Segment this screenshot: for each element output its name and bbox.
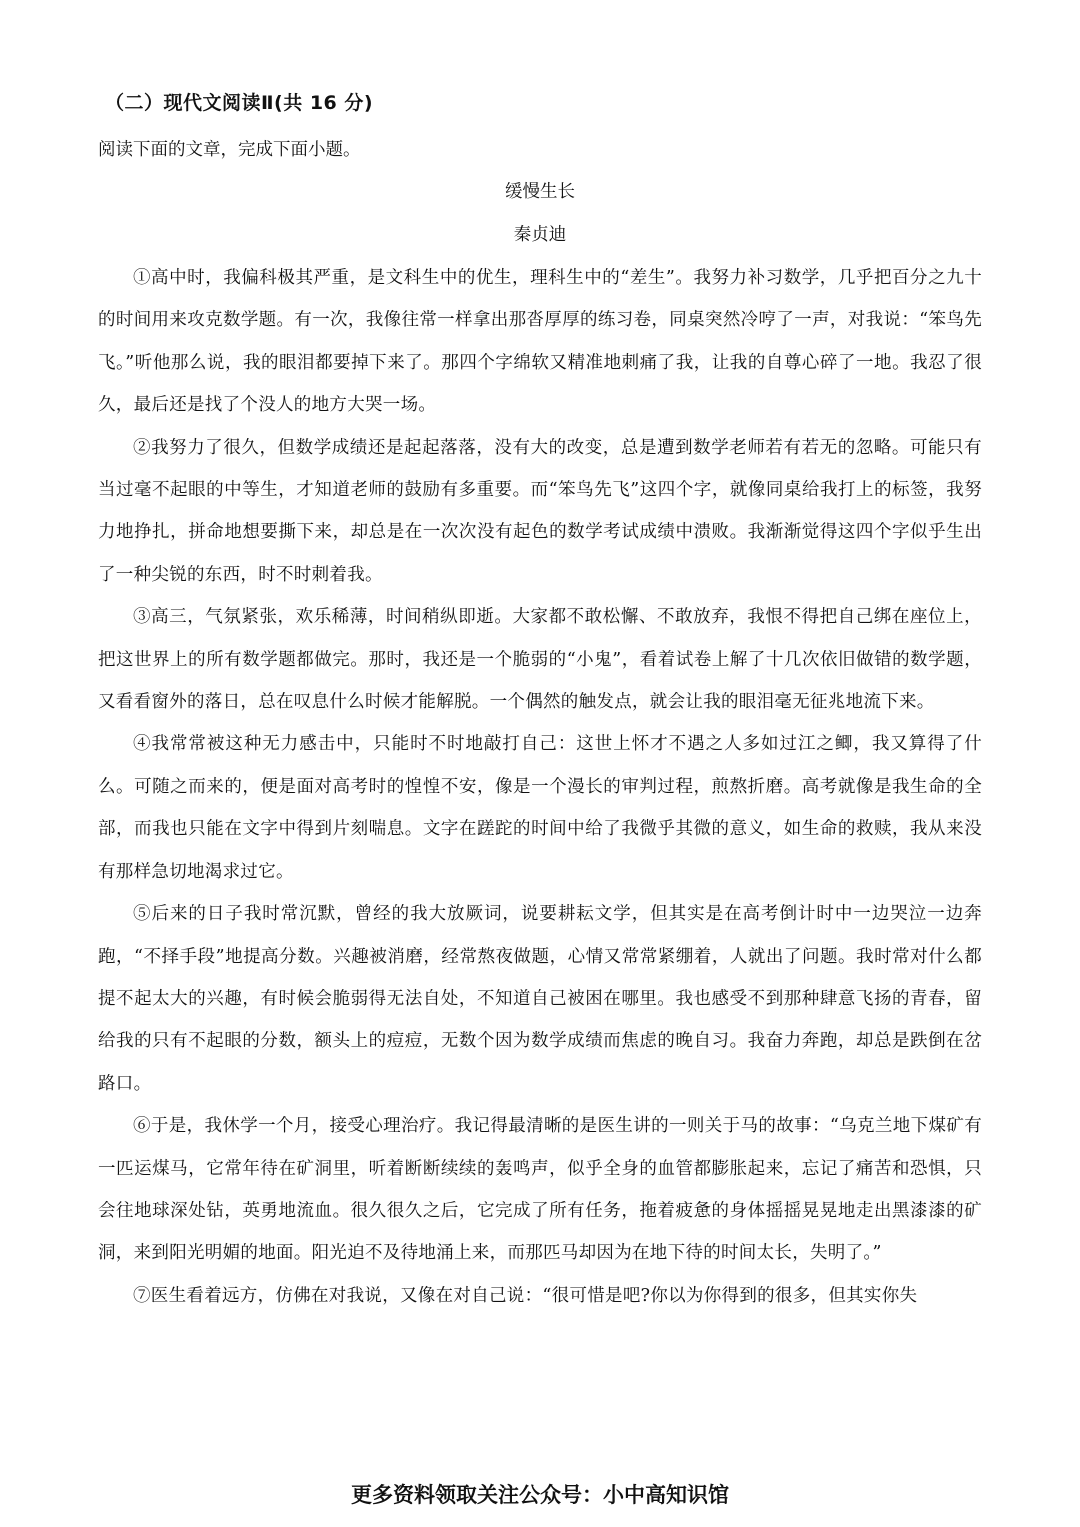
article-title: 缓慢生长 bbox=[505, 182, 575, 202]
article-body bbox=[98, 257, 982, 1317]
paragraph-5: ⑤后来的日子我时常沉默，曾经的我大放厥词，说要耕耘文学，但其实是在高考倒计时中一边哭泣一边奔跑，“不择手段”地提高分数。兴趣被消磨，经常熬夜做题，心情又常常紧绷着，人就出了问题。我时常对什么都提不起太大的兴趣，有时候会脆弱得无法自处，不知道自己被困在哪里。我也感受不到那种肆意飞扬的青春，留给我的只有不起眼的分数，额头上的痘痘，无数个因为数学成绩而焦虑的晚自习。我奋力奔跑，却总是跌倒在岔路口。 bbox=[98, 904, 982, 1094]
paragraph-4: ④我常常被这种无力感击中，只能时不时地敲打自己：这世上怀才不遇之人多如过江之鲫，我又算得了什么。可随之而来的，便是面对高考时的惶惶不安，像是一个漫长的审判过程，煎熬折磨。高考就像是我生命的全部，而我也只能在文字中得到片刻喘息。文字在蹉跎的时间中给了我微乎其微的意义，如生命的救赎，我从来没有那样急切地渴求过它。 bbox=[98, 734, 982, 882]
article-author: 秦贞迪 bbox=[513, 225, 567, 245]
paragraph-7: ⑦医生看着远方，仿佛在对我说，又像在对自己说：“很可惜是吧?你以为你得到的很多，但其实你失 bbox=[133, 1285, 918, 1306]
reading-instruction: 阅读下面的文章，完成下面小题。 bbox=[98, 140, 361, 160]
footer-promo-note: 更多资料领取关注公众号：小中高知识馆 bbox=[351, 1483, 729, 1507]
paragraph-2: ②我努力了很久，但数学成绩还是起起落落，没有大的改变，总是遭到数学老师若有若无的忽略。可能只有当过毫不起眼的中等生，才知道老师的鼓励有多重要。而“笨鸟先飞”这四个字，就像同桌给我打上的标签，我努力地挣扎，拼命地想要撕下来，却总是在一次次没有起色的数学考试成绩中溃败。我渐渐觉得这四个字似乎生出了一种尖锐的东西，时不时刺着我。 bbox=[98, 437, 982, 585]
paragraph-3: ③高三，气氛紧张，欢乐稀薄，时间稍纵即逝。大家都不敢松懈、不敢放弃，我恨不得把自己绑在座位上，把这世界上的所有数学题都做完。那时，我还是一个脆弱的“小鬼”，看着试卷上解了十几次依旧做错的数学题，又看看窗外的落日，总在叹息什么时候才能解脱。一个偶然的触发点，就会让我的眼泪毫无征兆地流下来。 bbox=[98, 607, 982, 713]
paragraph-6: ⑥于是，我休学一个月，接受心理治疗。我记得最清晰的是医生讲的一则关于马的故事：“乌克兰地下煤矿有一匹运煤马，它常年待在矿洞里，听着断断续续的轰鸣声，似乎全身的血管都膨胀起来，忘记了痛苦和恐惧，只会往地球深处钻，英勇地流血。很久很久之后，它完成了所有任务，拖着疲惫的身体摇摇晃晃地走出黑漆漆的矿洞，来到阳光明媚的地面。阳光迫不及待地涌上来，而那匹马却因为在地下待的时间太长，失明了。” bbox=[98, 1116, 982, 1264]
section-heading: （二）现代文阅读Ⅱ(共 16 分) bbox=[105, 92, 374, 114]
paragraph-1: ①高中时，我偏科极其严重，是文科生中的优生，理科生中的“差生”。我努力补习数学，几乎把百分之九十的时间用来攻克数学题。有一次，我像往常一样拿出那沓厚厚的练习卷，同桌突然冷哼了一声，对我说：“笨鸟先飞。”听他那么说，我的眼泪都要掉下来了。那四个字绵软又精准地刺痛了我，让我的自尊心碎了一地。我忍了很久，最后还是找了个没人的地方大哭一场。 bbox=[98, 268, 982, 416]
